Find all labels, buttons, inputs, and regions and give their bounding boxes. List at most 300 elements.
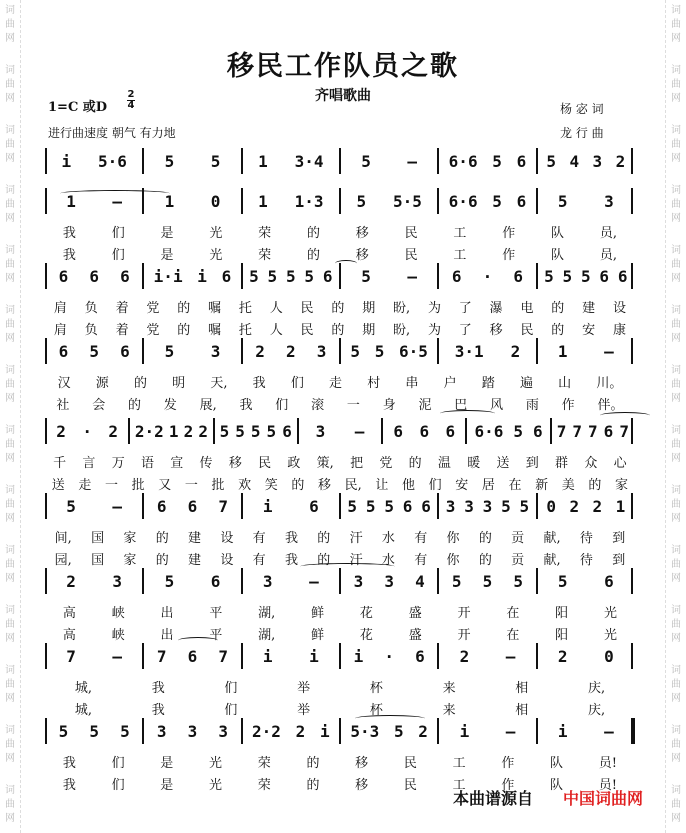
barline [437, 338, 439, 364]
note: 6 [533, 421, 543, 441]
measure [343, 190, 435, 212]
lyric-syllable: 把 [350, 456, 364, 471]
measure [48, 570, 140, 592]
right-watermark-strip [665, 0, 686, 833]
note: 5 [219, 421, 230, 441]
notes-row [45, 150, 635, 172]
lyric-line [45, 677, 635, 696]
lyric-syllable: 暖 [467, 456, 481, 471]
lyric-syllable: 期 [362, 301, 376, 316]
note: 0 [210, 191, 221, 211]
barline [241, 718, 243, 744]
lyric-syllable: 光 [603, 628, 617, 643]
lyric-syllable: 天, [210, 376, 228, 391]
lyric-syllable: 出 [160, 628, 174, 643]
barline [437, 643, 439, 669]
barline [241, 568, 243, 594]
barline [536, 188, 538, 214]
note: 5 [557, 191, 568, 211]
lyric-syllable: 策, [316, 456, 334, 471]
measure [48, 645, 140, 667]
note: 1 [615, 496, 626, 516]
lyric-syllable: 队 [550, 778, 564, 793]
lyric-syllable: 作 [502, 226, 516, 241]
barline [437, 493, 439, 519]
note: 2 [255, 341, 265, 361]
lyric-syllable: 有 [414, 553, 428, 568]
lyric-syllable: 我 [151, 703, 165, 718]
lyric-syllable: 有 [252, 553, 266, 568]
note: 6 [516, 191, 527, 211]
measure [343, 645, 435, 667]
barline [142, 643, 144, 669]
lyric-syllable: 贡 [511, 553, 525, 568]
note: · [482, 266, 493, 286]
lyric-syllable: 滚 [311, 398, 325, 413]
barline [437, 148, 439, 174]
lyric-syllable: 我 [252, 376, 266, 391]
note: 1 [66, 191, 76, 211]
measure [48, 420, 126, 442]
note: 6 [513, 266, 524, 286]
lyric-syllable: 你 [446, 531, 460, 546]
measure [540, 190, 632, 212]
slur-mark [178, 637, 218, 644]
key-signature: 1=C 或D [48, 100, 108, 115]
lyric-syllable: 期 [362, 323, 376, 338]
watermark-text: 词 曲 网 [5, 65, 15, 104]
watermark-text: 词 曲 网 [5, 485, 15, 524]
lyric-syllable: 串 [405, 376, 419, 391]
barline [631, 718, 635, 744]
lyric-syllable: 送 [51, 478, 65, 493]
lyric-syllable: 送 [496, 456, 510, 471]
barline [241, 263, 243, 289]
lyric-syllable: 相 [515, 681, 529, 696]
lyric-syllable: 家 [123, 553, 137, 568]
barline [465, 418, 467, 444]
note: – [309, 571, 319, 591]
lyric-syllable: 千 [53, 456, 67, 471]
watermark-text: 词 曲 网 [671, 485, 681, 524]
barline [536, 568, 538, 594]
note: 1·3 [294, 191, 324, 211]
barline [45, 338, 47, 364]
note: – [604, 341, 614, 361]
lyric-syllable: 平 [209, 606, 223, 621]
notes-row [45, 570, 635, 592]
lyric-syllable: 城, [74, 703, 92, 718]
measure [540, 720, 632, 742]
lyric-syllable: 伴。 [597, 398, 624, 413]
lyric-syllable: 他 [402, 478, 416, 493]
note: 6 [187, 496, 198, 516]
note: 6 [210, 571, 221, 591]
measure [245, 150, 337, 172]
barline [437, 568, 439, 594]
lyric-syllable: 庆, [588, 681, 606, 696]
note: 2 [510, 341, 521, 361]
lyric-syllable: 党 [146, 323, 160, 338]
note: 5 [266, 421, 277, 441]
watermark-text: 词 曲 网 [5, 185, 15, 224]
lyric-syllable: 移 [228, 456, 242, 471]
measure [540, 495, 632, 517]
lyric-syllable: 荣 [257, 778, 271, 793]
barline [241, 148, 243, 174]
lyric-syllable: 出 [160, 606, 174, 621]
lyric-syllable: 工 [452, 778, 466, 793]
lyric-syllable: 间, [54, 531, 72, 546]
lyric-syllable: 移 [355, 778, 369, 793]
lyric-line [45, 774, 635, 793]
measure [441, 340, 533, 362]
lyric-syllable: 们 [275, 398, 289, 413]
barline [550, 418, 552, 444]
note: – [112, 496, 123, 516]
lyric-syllable: 盛 [408, 628, 422, 643]
measure [441, 645, 533, 667]
note: 3·4 [294, 151, 324, 171]
lyric-syllable: 是 [160, 778, 174, 793]
lyric-syllable: 肩 [53, 301, 67, 316]
watermark-text: 词 曲 网 [5, 785, 15, 824]
lyric-syllable: 民 [403, 778, 417, 793]
lyric-syllable: 家 [123, 531, 137, 546]
lyric-syllable: 一 [105, 478, 119, 493]
note: 1 [557, 341, 568, 361]
lyric-syllable: 嘱 [208, 301, 222, 316]
watermark-text: 词 曲 网 [671, 185, 681, 224]
barline [631, 338, 633, 364]
measure [441, 190, 533, 212]
measure [385, 420, 463, 442]
watermark-text: 词 曲 网 [5, 665, 15, 704]
note: 5 [519, 496, 530, 516]
note: 3 [262, 571, 273, 591]
barline [339, 188, 341, 214]
note: 5 [347, 496, 358, 516]
lyric-syllable: 移 [355, 756, 369, 771]
lyric-syllable: 花 [359, 628, 373, 643]
lyric-syllable: 杯 [369, 703, 383, 718]
lyric-syllable: 光 [209, 248, 223, 263]
watermark-text: 词 曲 网 [5, 5, 15, 44]
lyric-syllable: 我 [151, 681, 165, 696]
note: i [319, 721, 330, 741]
lyric-syllable: 盼, [393, 323, 411, 338]
lyric-syllable: 居 [481, 478, 495, 493]
note: 5 [164, 151, 175, 171]
footer-site: 中国词曲网 [563, 789, 644, 808]
note: 5 [120, 721, 130, 741]
lyric-syllable: 待 [579, 531, 593, 546]
barline [631, 568, 633, 594]
note: 3 [592, 151, 603, 171]
note: 5 [451, 571, 462, 591]
note: 3 [112, 571, 123, 591]
note: i [353, 646, 364, 666]
lyric-syllable: 民 [404, 248, 418, 263]
barline [241, 188, 243, 214]
note: 5 [164, 341, 175, 361]
lyric-syllable: 的 [408, 456, 422, 471]
lyric-syllable: 瀑 [489, 301, 503, 316]
barline [437, 263, 439, 289]
lyric-syllable: 员! [598, 756, 617, 771]
note: 6 [187, 646, 198, 666]
lyric-syllable: 是 [160, 248, 174, 263]
barline [45, 568, 47, 594]
barline [536, 263, 538, 289]
lyric-syllable: 明 [172, 376, 186, 391]
measure [146, 645, 238, 667]
lyric-syllable: 人 [269, 323, 283, 338]
lyric-syllable: 鲜 [311, 606, 325, 621]
lyric-syllable: 的 [317, 553, 331, 568]
lyric-syllable: 国 [91, 531, 105, 546]
barline [142, 338, 144, 364]
note: 7 [556, 421, 567, 441]
lyric-syllable: 移 [318, 478, 332, 493]
barline [339, 643, 341, 669]
measure [146, 720, 238, 742]
lyric-syllable: 泥 [418, 398, 432, 413]
note: 6 [120, 266, 130, 286]
lyric-syllable: 来 [442, 703, 456, 718]
lyric-syllable: 我 [62, 248, 76, 263]
note: 6 [421, 496, 431, 516]
note: 3 [315, 421, 326, 441]
note: 6 [516, 151, 527, 171]
lyric-line [45, 474, 635, 493]
note: 6 [451, 266, 462, 286]
lyric-syllable: 贡 [511, 531, 525, 546]
lyric-line [45, 319, 635, 338]
note: – [407, 266, 418, 286]
lyric-syllable: 民 [403, 756, 417, 771]
note: 2 [418, 721, 428, 741]
lyric-syllable: 身 [382, 398, 396, 413]
lyric-syllable: 作 [561, 398, 575, 413]
lyric-syllable: 的 [551, 323, 565, 338]
lyric-syllable: 民, [344, 478, 362, 493]
lyric-syllable: 川。 [596, 376, 623, 391]
note: 5 [89, 721, 99, 741]
note: 3·1 [454, 341, 484, 361]
note: 2 [56, 421, 66, 441]
note: 5 [361, 151, 371, 171]
barline [381, 418, 383, 444]
note: 3 [187, 721, 198, 741]
barline [631, 188, 633, 214]
note: 3 [353, 571, 364, 591]
note: 5·5 [392, 191, 422, 211]
lyric-syllable: 安 [455, 478, 469, 493]
lyric-syllable: 到 [612, 553, 626, 568]
lyric-syllable: 开 [457, 628, 471, 643]
note: 5 [562, 266, 573, 286]
lyric-syllable: 发 [163, 398, 177, 413]
lyric-syllable: 是 [160, 756, 174, 771]
lyric-syllable: 心 [613, 456, 627, 471]
barline [536, 643, 538, 669]
lyric-syllable: 党 [146, 301, 160, 316]
lyric-syllable: 的 [478, 553, 492, 568]
note: 2 [198, 421, 208, 441]
lyric-syllable: 一 [346, 398, 360, 413]
lyric-syllable: 美 [561, 478, 575, 493]
measure [245, 570, 337, 592]
watermark-text: 词 曲 网 [671, 605, 681, 644]
lyric-syllable: 到 [612, 531, 626, 546]
note: i [309, 646, 319, 666]
note: · [82, 421, 92, 441]
barline [142, 493, 144, 519]
lyric-syllable: 温 [437, 456, 451, 471]
note: 7 [572, 421, 582, 441]
note: i [557, 721, 568, 741]
lyric-syllable: 走 [78, 478, 92, 493]
lyric-syllable: 让 [375, 478, 389, 493]
left-watermark-strip [0, 0, 21, 833]
measure [132, 420, 210, 442]
measure [245, 265, 337, 287]
lyric-syllable: 是 [160, 226, 174, 241]
time-signature-bottom: 4 [127, 100, 135, 111]
measure [554, 420, 632, 442]
note: 3 [384, 571, 394, 591]
lyric-syllable: 们 [111, 756, 125, 771]
note: i [459, 721, 470, 741]
lyric-syllable: 嘱 [208, 323, 222, 338]
lyric-syllable: 工 [452, 756, 466, 771]
lyric-syllable: 人 [269, 301, 283, 316]
note: 5 [492, 151, 502, 171]
watermark-text: 词 曲 网 [5, 605, 15, 644]
watermark-text: 词 曲 网 [5, 425, 15, 464]
barline [45, 643, 47, 669]
note: 5 [393, 721, 404, 741]
note: 6 [402, 496, 413, 516]
barline [536, 338, 538, 364]
note: 1 [258, 191, 268, 211]
lyric-syllable: 民 [404, 226, 418, 241]
measure [48, 265, 140, 287]
note: 3 [604, 191, 614, 211]
barline [45, 263, 47, 289]
lyric-syllable: 欢 [238, 478, 252, 493]
note: 2 [592, 496, 603, 516]
note: 5·6 [97, 151, 127, 171]
watermark-text: 词 曲 网 [671, 545, 681, 584]
note: 6·6 [448, 151, 478, 171]
note: 5 [492, 191, 502, 211]
note: 6 [415, 646, 425, 666]
measure [343, 150, 435, 172]
note: 2 [569, 496, 580, 516]
measure [343, 570, 435, 592]
note: 5 [365, 496, 376, 516]
lyric-syllable: 的 [306, 778, 320, 793]
note: 5 [304, 266, 315, 286]
lyric-syllable: 负 [84, 301, 98, 316]
lyric-syllable: 你 [446, 553, 460, 568]
notes-row [45, 720, 635, 742]
composer-credit: 龙 行 曲 [560, 126, 604, 140]
note: 6·6 [448, 191, 478, 211]
measure [441, 720, 533, 742]
lyric-syllable: 的 [331, 323, 345, 338]
note: – [112, 646, 123, 666]
barline [45, 148, 47, 174]
measure [146, 150, 238, 172]
measure [469, 420, 547, 442]
watermark-text: 词 曲 网 [671, 65, 681, 104]
watermark-text: 词 曲 网 [671, 125, 681, 164]
measure [441, 150, 533, 172]
slur-mark [600, 412, 650, 419]
lyric-syllable: 汗 [349, 531, 363, 546]
watermark-text: 词 曲 网 [5, 305, 15, 344]
barline [339, 148, 341, 174]
watermark-text: 词 曲 网 [671, 305, 681, 344]
watermark-text: 词 曲 网 [671, 365, 681, 404]
note: 1 [168, 421, 179, 441]
note: 6 [617, 266, 628, 286]
lyric-syllable: 政 [287, 456, 301, 471]
lyric-syllable: 的 [331, 301, 345, 316]
lyric-syllable: 有 [414, 531, 428, 546]
note: 7 [66, 646, 76, 666]
lyric-syllable: 的 [551, 301, 565, 316]
lyric-syllable: 举 [297, 681, 311, 696]
lyric-syllable: 的 [127, 398, 141, 413]
lyric-syllable: 们 [290, 376, 304, 391]
lyric-syllable: 荣 [258, 226, 272, 241]
measure [540, 265, 632, 287]
lyric-syllable: 在 [506, 606, 520, 621]
lyric-syllable: 有 [252, 531, 266, 546]
measure [245, 720, 337, 742]
lyric-syllable: 工 [453, 248, 467, 263]
lyric-line [45, 752, 635, 771]
measure [441, 570, 533, 592]
lyric-syllable: 户 [443, 376, 457, 391]
note: 1 [258, 151, 268, 171]
lyric-syllable: 湖, [258, 628, 276, 643]
lyric-syllable: 山 [558, 376, 572, 391]
measure [343, 720, 435, 742]
note: 6 [419, 421, 430, 441]
lyric-syllable: 献, [543, 553, 561, 568]
lyric-syllable: 们 [224, 681, 238, 696]
note: 3 [156, 721, 167, 741]
barline [339, 493, 341, 519]
watermark-text: 词 曲 网 [5, 365, 15, 404]
lyric-syllable: 到 [525, 456, 539, 471]
barline [631, 418, 633, 444]
note: 6 [604, 571, 614, 591]
lyric-syllable: 的 [478, 531, 492, 546]
time-signature [127, 90, 135, 111]
watermark-text: 词 曲 网 [671, 725, 681, 764]
barline [142, 718, 144, 744]
lyric-syllable: 高 [62, 628, 76, 643]
note: 3 [464, 496, 474, 516]
lyric-syllable: 庆, [588, 703, 606, 718]
lyric-syllable: 会 [92, 398, 106, 413]
